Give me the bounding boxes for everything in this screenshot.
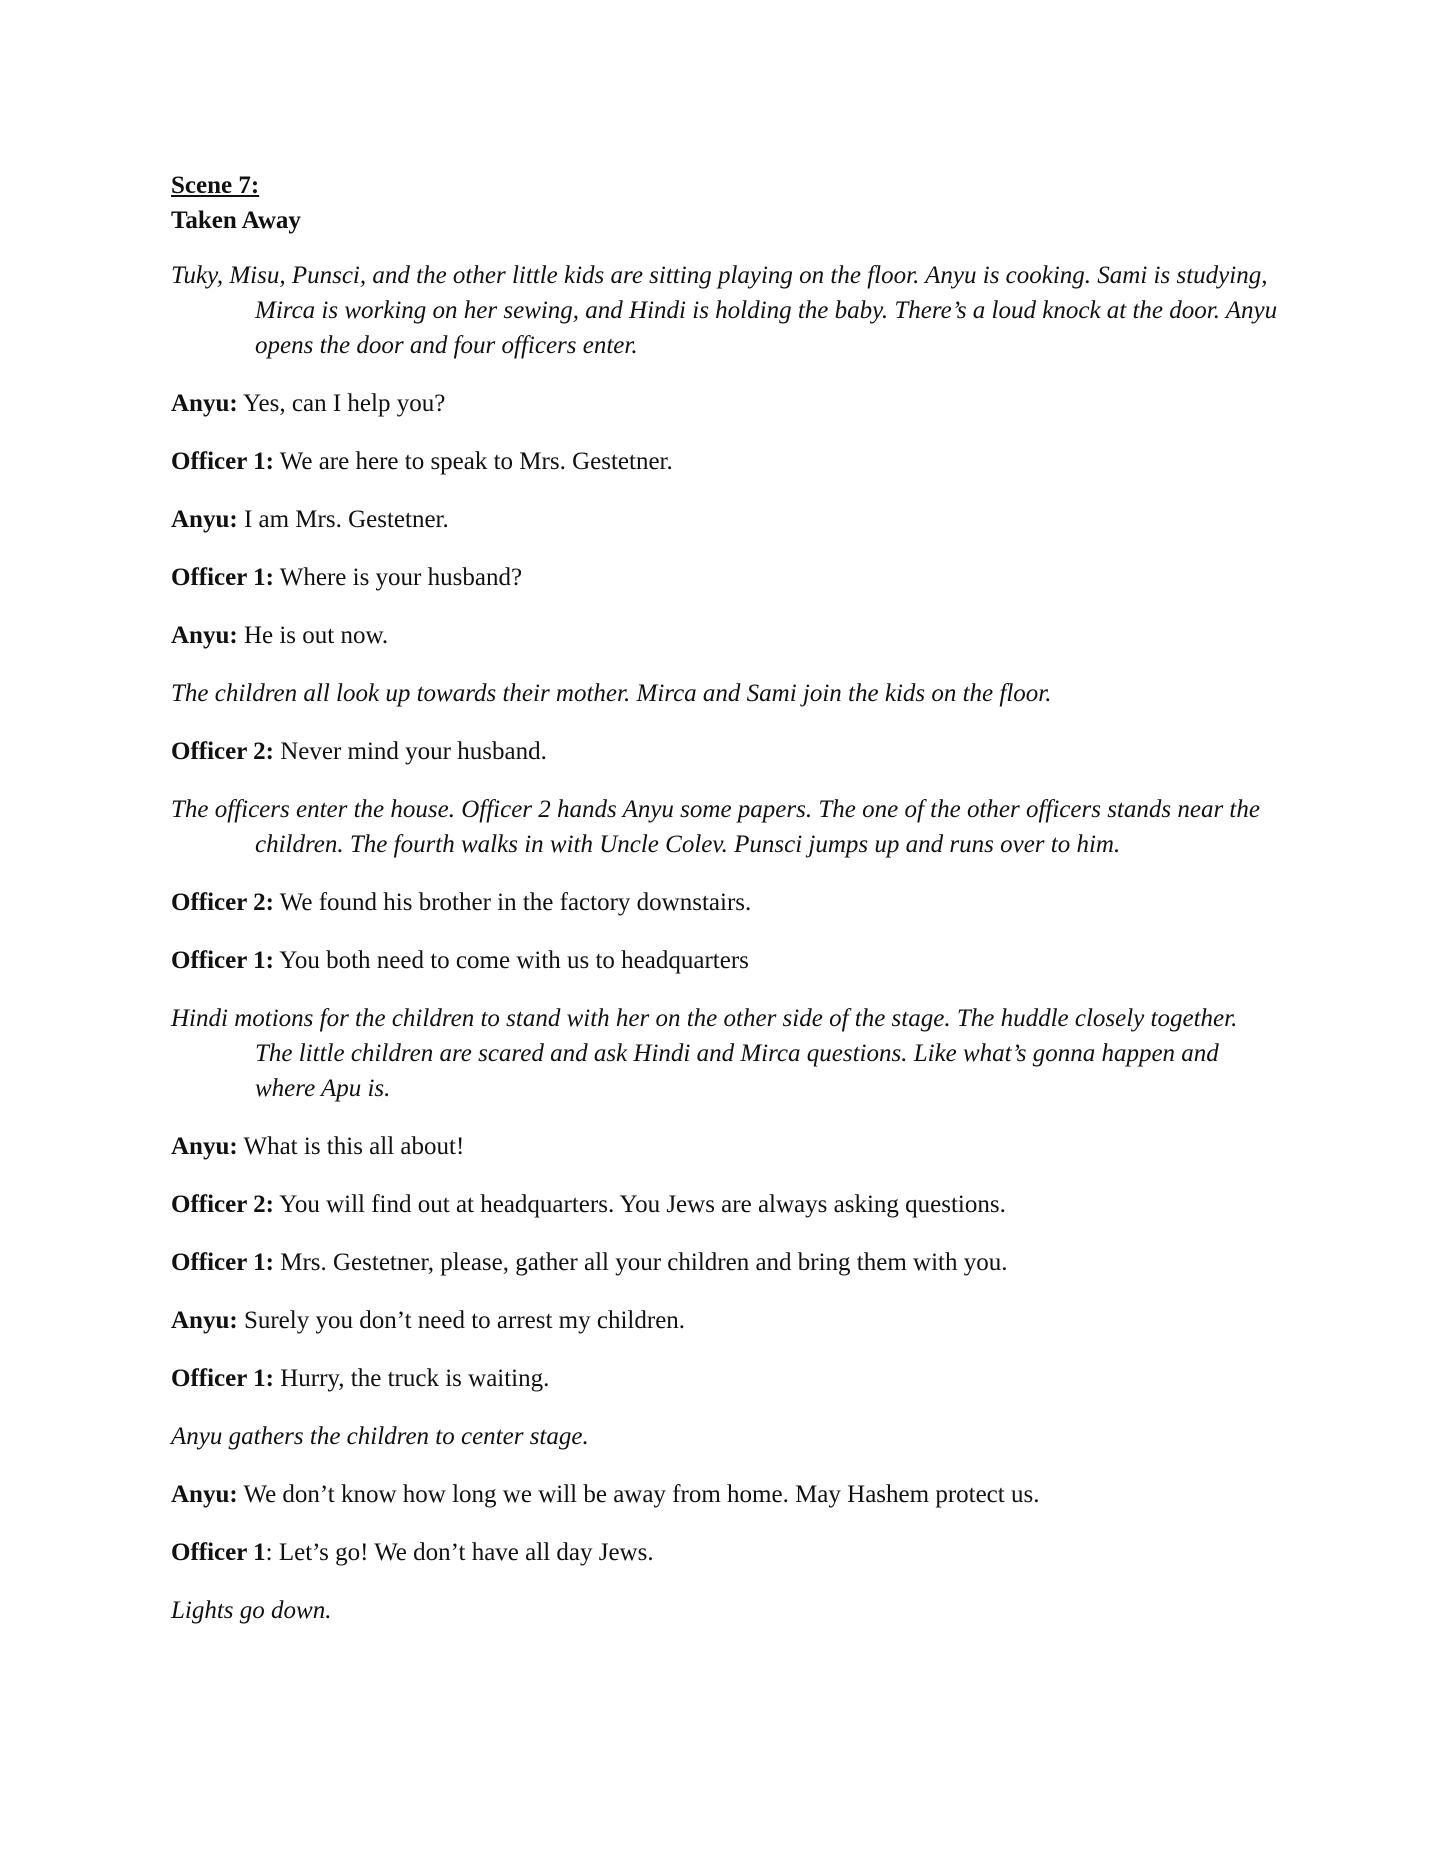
dialogue-text: You both need to come with us to headquarters <box>273 947 749 974</box>
stage-direction: Tuky, Misu, Punsci, and the other little kids are sitting playing on the floor. Anyu is cooking. Sami is studying, Mirca is working on her sewing, and Hindi is holding the baby. There’s a loud knock at the door. Anyu opens the door and four officers enter. <box>171 262 1278 359</box>
speaker-name: Officer 1: <box>171 448 274 475</box>
dialogue-line <box>171 885 1281 920</box>
stage-direction: Hindi motions for the children to stand with her on the other side of the stage. The huddle closely together. The little children are scared and ask Hindi and Mirca questions. Like what’s gonna happen and where Apu is. <box>171 1005 1238 1102</box>
dialogue-text: We don’t know how long we will be away from home. May Hashem protect us. <box>237 1481 1040 1508</box>
dialogue-line <box>171 1361 1281 1396</box>
dialogue-line <box>171 1477 1281 1512</box>
dialogue-line <box>171 943 1281 978</box>
dialogue-line <box>171 386 1281 421</box>
speaker-name: Officer 1: <box>171 1365 274 1392</box>
dialogue-text: Never mind your husband. <box>273 738 547 765</box>
dialogue-text: He is out now. <box>237 622 389 649</box>
dialogue-line <box>171 1187 1281 1222</box>
stage-direction: The children all look up towards their mother. Mirca and Sami join the kids on the floor. <box>171 680 1052 707</box>
dialogue-text: Hurry, the truck is waiting. <box>273 1365 550 1392</box>
stage-direction: Anyu gathers the children to center stage. <box>171 1423 589 1450</box>
speaker-name: Anyu: <box>171 390 238 417</box>
dialogue-line <box>171 618 1281 653</box>
stage-direction: Lights go down. <box>171 1597 332 1624</box>
speaker-name: Officer 1 <box>171 1539 266 1566</box>
scene-number: Scene 7: <box>171 172 260 199</box>
dialogue-text: You will find out at headquarters. You Jews are always asking questions. <box>273 1191 1006 1218</box>
script-page <box>171 168 1281 1651</box>
speaker-name: Anyu: <box>171 622 238 649</box>
dialogue-line <box>171 1303 1281 1338</box>
speaker-name: Officer 2: <box>171 1191 274 1218</box>
speaker-name: Officer 2: <box>171 738 274 765</box>
dialogue-line <box>171 734 1281 769</box>
dialogue-text: We found his brother in the factory downstairs. <box>273 889 752 916</box>
speaker-name: Officer 2: <box>171 889 274 916</box>
dialogue-text: What is this all about! <box>237 1133 465 1160</box>
dialogue-text: I am Mrs. Gestetner. <box>237 506 449 533</box>
speaker-name: Anyu: <box>171 1481 238 1508</box>
dialogue-line <box>171 502 1281 537</box>
speaker-name: Anyu: <box>171 1133 238 1160</box>
dialogue-text: Mrs. Gestetner, please, gather all your children and bring them with you. <box>273 1249 1008 1276</box>
dialogue-line <box>171 1535 1281 1570</box>
dialogue-text: Where is your husband? <box>273 564 523 591</box>
dialogue-text: Yes, can I help you? <box>237 390 446 417</box>
stage-direction: The officers enter the house. Officer 2 hands Anyu some papers. The one of the other officers stands near the children. The fourth walks in with Uncle Colev. Punsci jumps up and runs over to him. <box>171 796 1260 858</box>
scene-title: Taken Away <box>171 207 301 234</box>
speaker-name: Anyu: <box>171 506 238 533</box>
speaker-name: Officer 1: <box>171 564 274 591</box>
dialogue-line <box>171 1245 1281 1280</box>
speaker-name: Officer 1: <box>171 1249 274 1276</box>
dialogue-line <box>171 1129 1281 1164</box>
dialogue-line <box>171 560 1281 595</box>
dialogue-text: We are here to speak to Mrs. Gestetner. <box>273 448 673 475</box>
dialogue-line <box>171 444 1281 479</box>
dialogue-text: Surely you don’t need to arrest my children. <box>237 1307 686 1334</box>
speaker-name: Anyu: <box>171 1307 238 1334</box>
speaker-name: Officer 1: <box>171 947 274 974</box>
dialogue-text: : Let’s go! We don’t have all day Jews. <box>265 1539 654 1566</box>
